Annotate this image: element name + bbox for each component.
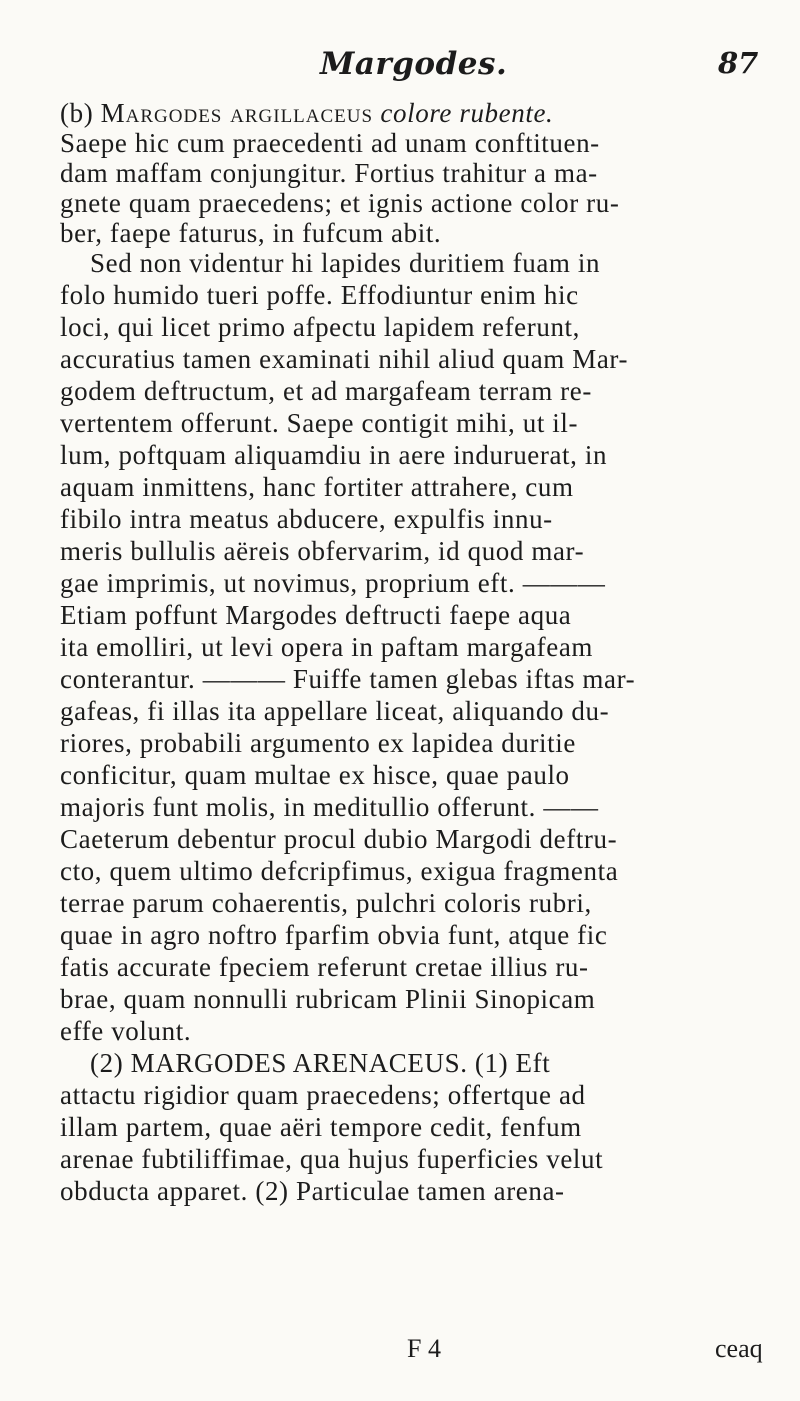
text-line: aquam inmittens, hanc fortiter attrahere, cum	[60, 472, 574, 502]
text-line: folo humido tueri poffe. Effodiuntur enim hic	[60, 280, 579, 310]
item-label: (b)	[60, 98, 101, 128]
text-line: ita emolliri, ut levi opera in paftam margafeam	[60, 632, 594, 662]
running-title: Margodes.	[320, 46, 508, 82]
text-line: vertentem offerunt. Saepe contigit mihi, ut il-	[60, 408, 579, 438]
text-line: fatis accurate fpeciem referunt cretae illius ru-	[60, 952, 589, 982]
page-footer	[0, 1334, 800, 1364]
text-line	[60, 96, 553, 130]
text-line: cto, quem ultimo defcripfimus, exigua fragmenta	[60, 856, 619, 886]
text-line: loci, qui licet primo afpectu lapidem referunt,	[60, 312, 581, 342]
text-line: gae imprimis, ut novimus, proprium eft. ———	[60, 568, 606, 598]
text-line: illam partem, quae aëri tempore cedit, fenfum	[60, 1112, 582, 1142]
text-line: terrae parum cohaerentis, pulchri coloris rubri,	[60, 888, 592, 918]
text-line: meris bullulis aëreis obfervarim, id quod mar-	[60, 536, 585, 566]
text-line: attactu rigidior quam praecedens; offertque ad	[60, 1080, 586, 1110]
text-line: ber, faepe faturus, in fufcum abit.	[60, 218, 442, 248]
signature-mark: F 4	[407, 1334, 441, 1363]
text-line: conterantur. ——— Fuiffe tamen glebas iftas mar-	[60, 664, 636, 694]
page-number: 87	[718, 46, 759, 80]
text-line: quae in agro noftro fparfim obvia funt, atque fic	[60, 920, 608, 950]
text-line: effe volunt.	[60, 1016, 192, 1046]
section-heading-line: (2) MARGODES ARENACEUS. (1) Eft	[90, 1048, 551, 1078]
text-line: fibilo intra meatus abducere, expulfis innu-	[60, 504, 553, 534]
text-line: obducta apparet. (2) Particulae tamen arena-	[60, 1176, 565, 1206]
catchword: ceaq	[715, 1334, 763, 1363]
item-heading: Margodes argillaceus	[100, 98, 374, 128]
text-line: gafeas, fi illas ita appellare liceat, aliquando du-	[60, 696, 610, 726]
text-line: arenae fubtiliffimae, qua hujus fuperficies velut	[60, 1144, 604, 1174]
text-line: godem deftructum, et ad margafeam terram re-	[60, 376, 592, 406]
text-line: Caeterum debentur procul dubio Margodi deftru-	[60, 824, 618, 854]
text-line: riores, probabili argumento ex lapidea duritie	[60, 728, 576, 758]
text-line: gnete quam praecedens; et ignis actione color ru-	[60, 188, 620, 218]
item-heading-italic: colore rubente.	[373, 98, 554, 128]
text-line: Sed non videntur hi lapides duritiem fuam in	[90, 248, 601, 278]
text-line: dam maffam conjungitur. Fortius trahitur a ma-	[60, 158, 598, 188]
text-line: Etiam poffunt Margodes deftructi faepe aqua	[60, 600, 572, 630]
text-line: brae, quam nonnulli rubricam Plinii Sinopicam	[60, 984, 596, 1014]
text-line: Saepe hic cum praecedenti ad unam conftituen-	[60, 128, 600, 158]
running-head	[0, 46, 800, 86]
text-line: conficitur, quam multae ex hisce, quae paulo	[60, 760, 570, 790]
text-line: majoris funt molis, in meditullio offerunt. ——	[60, 792, 599, 822]
text-line: accuratius tamen examinati nihil aliud quam Mar-	[60, 344, 629, 374]
text-line: lum, poftquam aliquamdiu in aere induruerat, in	[60, 440, 608, 470]
